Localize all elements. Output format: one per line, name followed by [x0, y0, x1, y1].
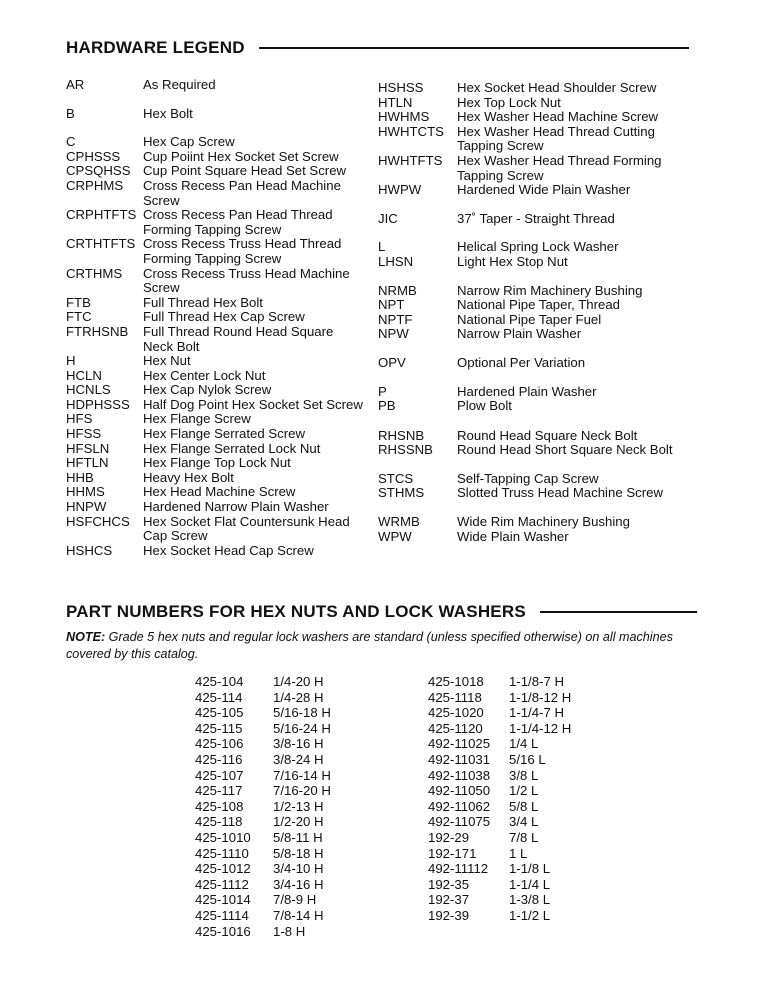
legend-entry [378, 515, 678, 530]
legend-code: CRTHMS [66, 265, 123, 281]
legend-entry [66, 398, 366, 413]
part-number: 192-171 [428, 845, 477, 861]
part-number: 425-107 [195, 767, 244, 783]
legend-code: LHSN [378, 253, 414, 269]
legend-entry [378, 81, 678, 96]
part-size: 1-8 H [273, 923, 306, 939]
legend-code: PB [378, 398, 396, 414]
hardware-legend-heading [66, 38, 689, 58]
part-number: 425-1114 [195, 907, 249, 923]
legend-entry [66, 325, 366, 354]
note-label: NOTE: [66, 630, 106, 644]
part-number: 492-11038 [428, 767, 491, 783]
part-row [428, 690, 571, 706]
part-number: 425-1016 [195, 923, 251, 939]
part-number: 492-11062 [428, 798, 491, 814]
legend-entry [66, 237, 366, 266]
legend-entry [66, 544, 366, 559]
legend-code: STCS [378, 470, 414, 486]
legend-code: P [378, 383, 387, 399]
legend-column-right [378, 81, 678, 544]
part-size: 7/8 L [509, 829, 539, 845]
part-size: 1/4-28 H [273, 689, 324, 705]
legend-description: Hex Top Lock Nut [457, 94, 561, 110]
legend-code: HSHCS [66, 542, 113, 558]
legend-entry [378, 472, 678, 487]
legend-code: WRMB [378, 514, 420, 530]
part-size: 3/8 L [509, 767, 539, 783]
heading-rule [540, 611, 697, 613]
legend-entry [378, 443, 678, 458]
part-numbers-column-right [428, 674, 571, 924]
legend-description: Hex Head Machine Screw [143, 484, 296, 500]
part-number: 425-1018 [428, 674, 484, 689]
legend-description: 37˚ Taper - Straight Thread [457, 210, 615, 226]
part-numbers-heading [66, 602, 697, 622]
part-number: 425-1014 [195, 892, 251, 908]
part-size: 3/8-16 H [273, 736, 324, 752]
legend-code: HHMS [66, 484, 105, 500]
legend-entry [378, 313, 678, 328]
legend-code: AR [66, 77, 85, 92]
legend-description: Cross Recess Truss Head Thread Forming Tapping Screw [143, 236, 342, 266]
part-size: 1 L [509, 845, 528, 861]
part-row [428, 736, 571, 752]
legend-description: Hex Socket Flat Countersunk Head Cap Screw [143, 513, 350, 544]
legend-description: Wide Rim Machinery Bushing [457, 514, 630, 530]
part-size: 1-1/4-7 H [509, 705, 564, 721]
part-number: 425-115 [195, 720, 243, 736]
part-number: 425-117 [195, 783, 243, 799]
legend-code: B [66, 105, 75, 121]
part-size: 3/8-24 H [273, 751, 324, 767]
legend-entry [66, 500, 366, 515]
legend-description: Hex Nut [143, 353, 191, 369]
legend-entry [66, 354, 366, 369]
legend-description: Hex Washer Head Machine Screw [457, 109, 659, 125]
legend-entry [66, 471, 366, 486]
part-row [195, 783, 331, 799]
legend-code: HFS [66, 411, 93, 427]
part-size: 3/4-10 H [273, 861, 324, 877]
legend-code: HNPW [66, 499, 107, 515]
part-number: 425-1112 [195, 876, 249, 892]
legend-code: HFTLN [66, 455, 109, 471]
legend-description: Hex Washer Head Thread Cutting Tapping Screw [457, 123, 655, 154]
legend-entry [378, 530, 678, 545]
part-number: 425-1012 [195, 861, 251, 877]
part-row [195, 690, 331, 706]
legend-code: C [66, 134, 76, 150]
legend-entry [66, 150, 366, 165]
legend-description: Hex Flange Screw [143, 411, 251, 427]
part-size: 5/8-18 H [273, 845, 324, 861]
legend-entry [378, 429, 678, 444]
part-size: 1-1/8-7 H [509, 674, 564, 689]
legend-code: NPW [378, 326, 409, 342]
legend-entry [66, 369, 366, 384]
legend-description: Cup Poiint Hex Socket Set Screw [143, 148, 339, 164]
part-number: 192-39 [428, 907, 470, 923]
part-number: 492-11025 [428, 736, 491, 752]
legend-description: Light Hex Stop Nut [457, 253, 568, 269]
legend-entry [378, 399, 678, 414]
legend-code: NPT [378, 297, 405, 313]
part-number: 425-106 [195, 736, 244, 752]
part-row [428, 674, 571, 690]
legend-description: Hardened Plain Washer [457, 383, 597, 399]
legend-description: Cross Recess Pan Head Thread Forming Tapping Screw [143, 207, 333, 237]
part-size: 7/8-9 H [273, 892, 317, 908]
part-row [428, 908, 571, 924]
legend-code: RHSSNB [378, 442, 433, 458]
legend-entry [378, 385, 678, 400]
legend-entry [66, 296, 366, 311]
legend-description: Full Thread Round Head Square Neck Bolt [143, 323, 334, 354]
legend-description: Cross Recess Truss Head Machine Screw [143, 265, 350, 296]
legend-code: HWHTCTS [378, 123, 444, 139]
legend-code: FTB [66, 294, 91, 310]
part-row [428, 783, 571, 799]
part-row [428, 705, 571, 721]
legend-entry [66, 107, 366, 122]
legend-code: HCLN [66, 367, 102, 383]
legend-entry [66, 442, 366, 457]
legend-code: NRMB [378, 282, 417, 298]
part-row [428, 721, 571, 737]
legend-entry [66, 164, 366, 179]
legend-entry [66, 412, 366, 427]
legend-entry [378, 327, 678, 342]
catalog-note [66, 629, 676, 662]
part-number: 425-114 [195, 689, 243, 705]
legend-code: HWHMS [378, 109, 430, 125]
part-number: 492-11031 [428, 751, 491, 767]
part-row [428, 877, 571, 893]
legend-description: As Required [143, 77, 216, 92]
part-size: 1-3/8 L [509, 892, 551, 908]
legend-entry [378, 212, 678, 227]
part-row [195, 846, 331, 862]
legend-entry [66, 456, 366, 471]
legend-entry [66, 135, 366, 150]
legend-description: Narrow Rim Machinery Bushing [457, 282, 643, 298]
legend-code: HDPHSSS [66, 396, 130, 412]
part-size: 1-1/4-12 H [509, 720, 572, 736]
legend-description: Full Thread Hex Cap Screw [143, 309, 305, 325]
legend-code: HCNLS [66, 382, 111, 398]
legend-code: OPV [378, 354, 406, 370]
legend-description: Hex Washer Head Thread Forming Tapping Screw [457, 152, 662, 183]
part-size: 3/4-16 H [273, 876, 324, 892]
legend-description: Heavy Hex Bolt [143, 469, 234, 485]
legend-description: Hex Socket Head Cap Screw [143, 542, 314, 558]
legend-code: NPTF [378, 311, 413, 327]
legend-entry [378, 240, 678, 255]
legend-code: CRTHTFTS [66, 236, 136, 252]
part-number: 425-118 [195, 814, 243, 830]
part-row [428, 861, 571, 877]
part-row [195, 736, 331, 752]
part-number: 425-1120 [428, 720, 483, 736]
legend-description: Round Head Square Neck Bolt [457, 427, 638, 443]
part-number: 192-35 [428, 876, 470, 892]
legend-code: CRPHTFTS [66, 207, 137, 223]
legend-description: Narrow Plain Washer [457, 326, 582, 342]
legend-description: Hardened Wide Plain Washer [457, 182, 631, 198]
legend-description: Half Dog Point Hex Socket Set Screw [143, 396, 363, 412]
legend-entry [66, 267, 366, 296]
legend-code: HSHSS [378, 80, 424, 95]
part-size: 1/4-20 H [273, 674, 324, 689]
part-row [195, 674, 331, 690]
heading-rule [259, 47, 689, 49]
part-number: 492-11075 [428, 814, 491, 830]
legend-code: HWPW [378, 182, 422, 198]
legend-description: Helical Spring Lock Washer [457, 239, 619, 255]
legend-description: Cup Point Square Head Set Screw [143, 163, 347, 179]
legend-entry [66, 78, 366, 93]
legend-description: Plow Bolt [457, 398, 512, 414]
legend-entry [378, 183, 678, 198]
part-number: 425-104 [195, 674, 244, 689]
legend-column-left [66, 78, 366, 558]
legend-entry [378, 486, 678, 501]
legend-description: Hardened Narrow Plain Washer [143, 499, 329, 515]
part-row [428, 814, 571, 830]
legend-description: Hex Cap Screw [143, 134, 235, 150]
legend-code: HFSS [66, 426, 102, 442]
part-row [195, 721, 331, 737]
part-size: 7/16-20 H [273, 783, 331, 799]
part-size: 3/4 L [509, 814, 539, 830]
part-size: 1/4 L [509, 736, 539, 752]
legend-description: Self-Tapping Cap Screw [457, 470, 599, 486]
legend-entry [66, 383, 366, 398]
part-size: 5/8 L [509, 798, 539, 814]
part-row [428, 830, 571, 846]
legend-description: Wide Plain Washer [457, 528, 569, 544]
part-row [428, 752, 571, 768]
part-number: 425-1118 [428, 689, 482, 705]
part-row [195, 908, 331, 924]
legend-entry [378, 125, 678, 154]
legend-code: FTC [66, 309, 92, 325]
legend-description: National Pipe Taper, Thread [457, 297, 620, 313]
legend-description: Hex Cap Nylok Screw [143, 382, 272, 398]
part-row [428, 846, 571, 862]
part-number: 425-1010 [195, 829, 251, 845]
part-row [195, 877, 331, 893]
legend-description: Full Thread Hex Bolt [143, 294, 263, 310]
part-row [195, 705, 331, 721]
legend-entry [66, 485, 366, 500]
part-number: 425-105 [195, 705, 244, 721]
legend-description: Cross Recess Pan Head Machine Screw [143, 177, 341, 208]
part-number: 492-11050 [428, 783, 491, 799]
legend-code: HHB [66, 469, 94, 485]
legend-code: CRPHMS [66, 177, 124, 193]
legend-code: L [378, 239, 386, 255]
part-size: 1/2 L [509, 783, 539, 799]
part-number: 192-37 [428, 892, 470, 908]
part-row [428, 892, 571, 908]
part-size: 5/16-24 H [273, 720, 331, 736]
legend-code: FTRHSNB [66, 323, 129, 339]
legend-entry [66, 427, 366, 442]
part-row [195, 752, 331, 768]
part-size: 1-1/8 L [509, 861, 551, 877]
part-number: 425-1110 [195, 845, 249, 861]
legend-code: H [66, 353, 76, 369]
part-number: 425-1020 [428, 705, 484, 721]
legend-entry [378, 110, 678, 125]
legend-description: Hex Flange Top Lock Nut [143, 455, 291, 471]
legend-code: HTLN [378, 94, 413, 110]
legend-entry [378, 154, 678, 183]
legend-description: National Pipe Taper Fuel [457, 311, 602, 327]
note-text: Grade 5 hex nuts and regular lock washers are standard (unless specified otherwise) on all machines covered by this catalog. [66, 630, 673, 661]
legend-entry [66, 515, 366, 544]
legend-description: Hex Flange Serrated Lock Nut [143, 440, 321, 456]
part-size: 1-1/2 L [509, 907, 551, 923]
legend-description: Optional Per Variation [457, 354, 586, 370]
legend-code: HWHTFTS [378, 152, 443, 168]
legend-entry [66, 179, 366, 208]
legend-entry [66, 208, 366, 237]
legend-entry [66, 310, 366, 325]
part-number: 192-29 [428, 829, 470, 845]
legend-code: RHSNB [378, 427, 425, 443]
part-size: 1-1/4 L [509, 876, 551, 892]
legend-entry [378, 356, 678, 371]
part-row [195, 768, 331, 784]
legend-entry [378, 96, 678, 111]
part-row [195, 892, 331, 908]
legend-entry [378, 255, 678, 270]
part-number: 425-108 [195, 798, 244, 814]
legend-description: Hex Bolt [143, 105, 193, 121]
legend-entry [378, 284, 678, 299]
legend-description: Round Head Short Square Neck Bolt [457, 442, 673, 458]
legend-description: Hex Flange Serrated Screw [143, 426, 305, 442]
part-size: 1/2-20 H [273, 814, 324, 830]
part-row [195, 861, 331, 877]
part-size: 5/16-18 H [273, 705, 331, 721]
part-row [195, 924, 331, 940]
legend-code: CPHSSS [66, 148, 121, 164]
part-number: 425-116 [195, 751, 243, 767]
part-row [195, 814, 331, 830]
legend-code: WPW [378, 528, 412, 544]
legend-code: HSFCHCS [66, 513, 130, 529]
part-row [195, 799, 331, 815]
legend-description: Hex Center Lock Nut [143, 367, 266, 383]
part-size: 5/16 L [509, 751, 546, 767]
part-numbers-column-left [195, 674, 331, 939]
legend-code: CPSQHSS [66, 163, 131, 179]
legend-description: Slotted Truss Head Machine Screw [457, 485, 663, 501]
part-row [428, 799, 571, 815]
legend-code: JIC [378, 210, 398, 226]
part-size: 1/2-13 H [273, 798, 324, 814]
hardware-legend-title: HARDWARE LEGEND [66, 38, 245, 57]
legend-entry [378, 298, 678, 313]
legend-code: STHMS [378, 485, 425, 501]
part-row [195, 830, 331, 846]
part-size: 7/16-14 H [273, 767, 331, 783]
part-numbers-title: PART NUMBERS FOR HEX NUTS AND LOCK WASHERS [66, 602, 526, 621]
part-number: 492-11112 [428, 861, 489, 877]
legend-code: HFSLN [66, 440, 110, 456]
part-size: 7/8-14 H [273, 907, 324, 923]
part-size: 5/8-11 H [273, 829, 323, 845]
part-size: 1-1/8-12 H [509, 689, 572, 705]
part-row [428, 768, 571, 784]
legend-description: Hex Socket Head Shoulder Screw [457, 80, 657, 95]
